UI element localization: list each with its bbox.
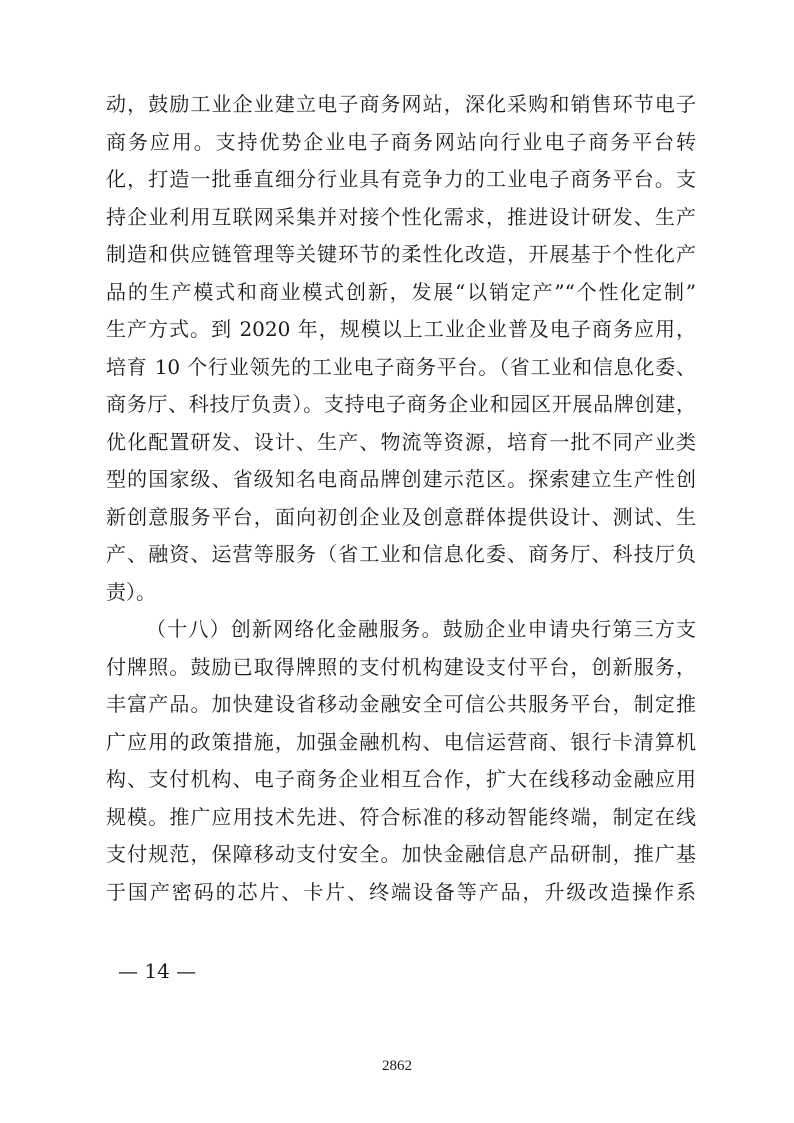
- text-line: 培育 10 个行业领先的工业电子商务平台。（省工业和信息化委、: [106, 354, 696, 379]
- text-line: 持企业利用互联网采集并对接个性化需求，推进设计研发、生产: [106, 204, 696, 229]
- text-line: 动，鼓励工业企业建立电子商务网站，深化采购和销售环节电子: [106, 92, 696, 116]
- text-line: 付牌照。鼓励已取得牌照的支付机构建设支付平台，创新服务，: [106, 654, 696, 679]
- section-heading-line: （十八）创新网络化金融服务。鼓励企业申请央行第三方支: [146, 617, 696, 641]
- text-line: 支付规范，保障移动支付安全。加快金融信息产品研制，推广基: [106, 842, 696, 866]
- text-line: 广应用的政策措施，加强金融机构、电信运营商、银行卡清算机: [106, 729, 696, 754]
- text-line: 新创意服务平台，面向初创企业及创意群体提供设计、测试、生: [106, 504, 696, 529]
- text-line: 制造和供应链管理等关键环节的柔性化改造，开展基于个性化产: [106, 242, 696, 266]
- text-line: 责）。: [106, 579, 156, 604]
- text-line: 优化配置研发、设计、生产、物流等资源，培育一批不同产业类: [106, 429, 696, 454]
- text-line: 于国产密码的芯片、卡片、终端设备等产品，升级改造操作系: [106, 879, 696, 904]
- text-line: 化，打造一批垂直细分行业具有竞争力的工业电子商务平台。支: [106, 167, 696, 191]
- text-line: 型的国家级、省级知名电商品牌创建示范区。探索建立生产性创: [106, 467, 696, 491]
- text-line: 产、融资、运营等服务（省工业和信息化委、商务厅、科技厅负: [106, 542, 696, 566]
- text-line: 构、支付机构、电子商务企业相互合作，扩大在线移动金融应用: [106, 767, 696, 791]
- page-number-marker: — 14 —: [118, 959, 197, 983]
- text-line: 商务厅、科技厅负责）。支持电子商务企业和园区开展品牌创建，: [106, 392, 696, 416]
- footer-page-number: 2862: [382, 1058, 412, 1074]
- body-text: [106, 86, 696, 911]
- text-line: 生产方式。到 2020 年，规模以上工业企业普及电子商务应用，: [106, 317, 696, 341]
- text-line: 品的生产模式和商业模式创新，发展“以销定产”“个性化定制”: [106, 279, 696, 304]
- text-line: 丰富产品。加快建设省移动金融安全可信公共服务平台，制定推: [106, 692, 696, 716]
- text-line: 规模。推广应用技术先进、符合标准的移动智能终端，制定在线: [106, 804, 696, 829]
- text-line: 商务应用。支持优势企业电子商务网站向行业电子商务平台转: [106, 129, 696, 154]
